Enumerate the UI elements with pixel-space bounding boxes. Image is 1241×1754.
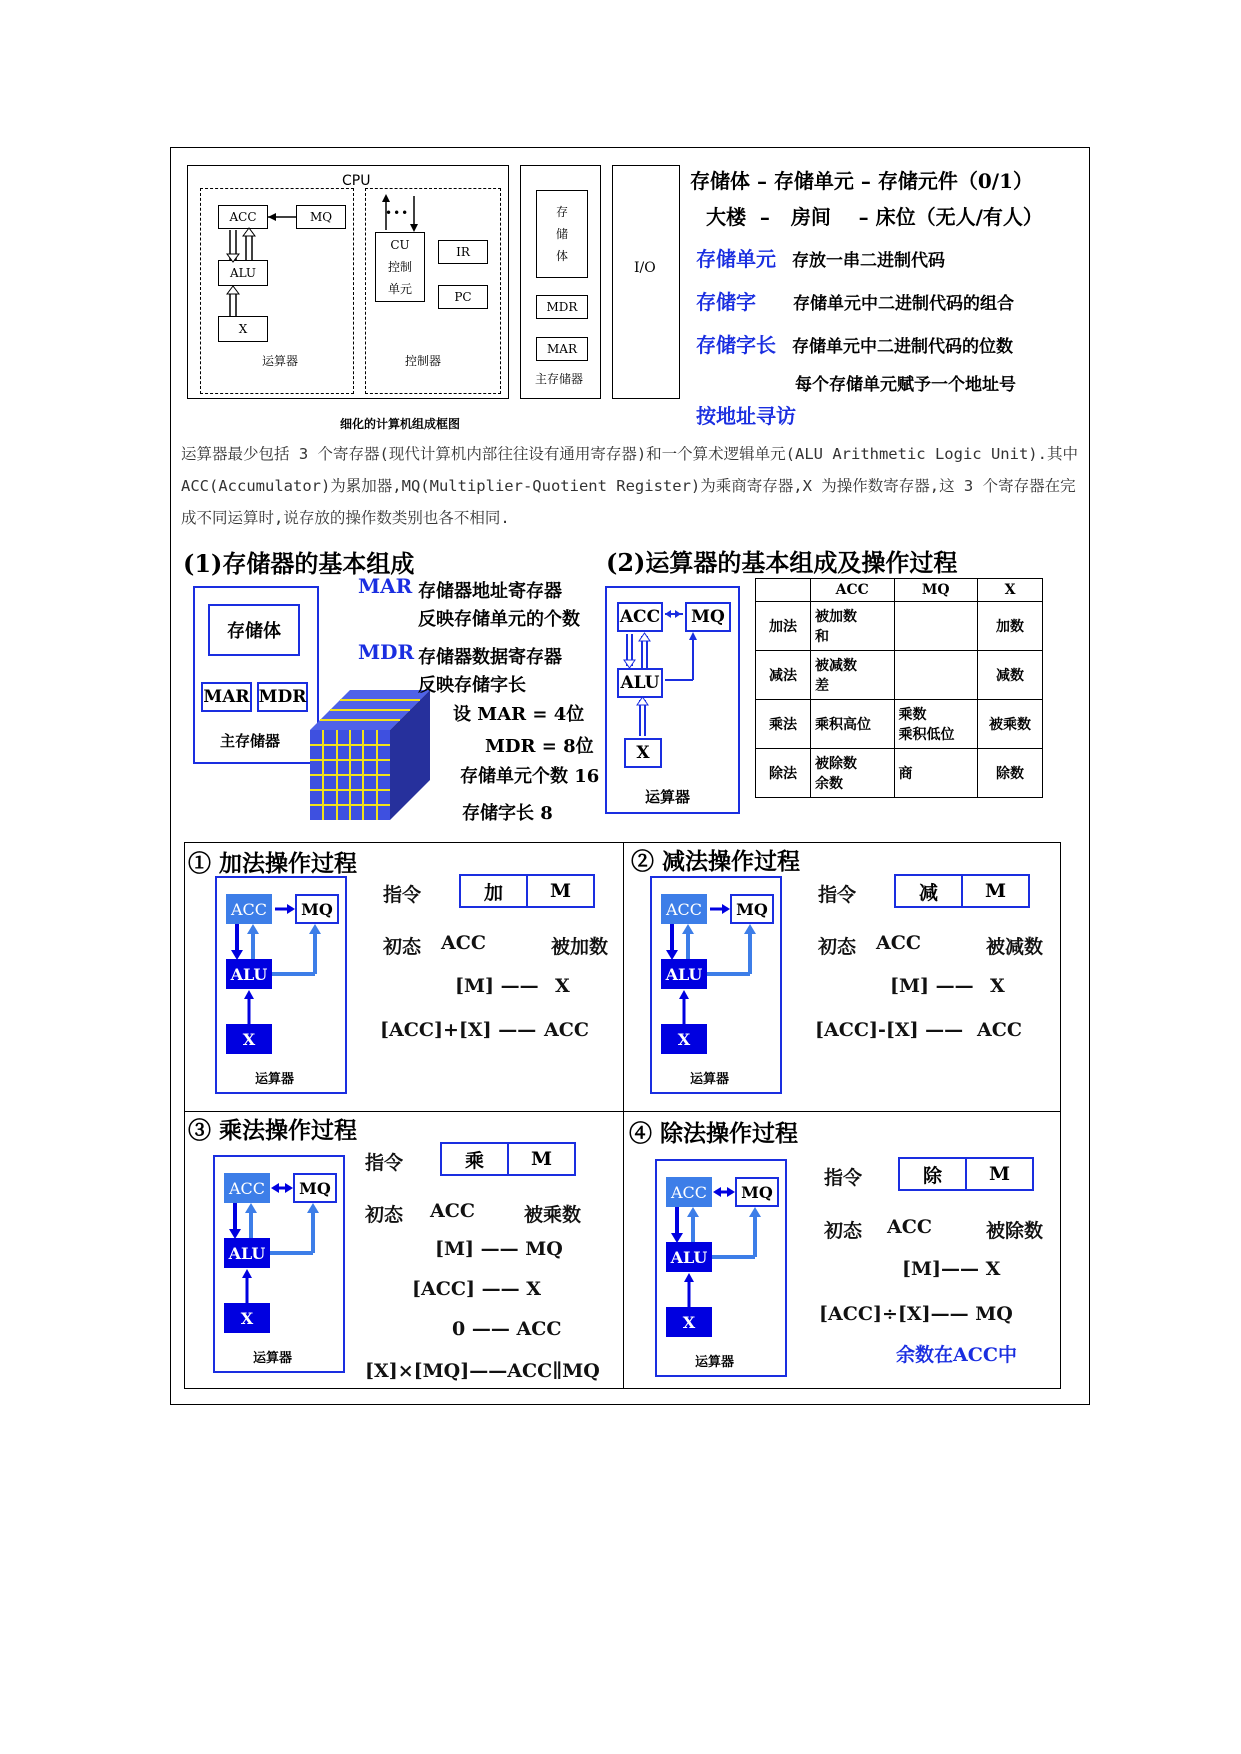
alu-box: ALU [617,668,663,698]
sub-instr-label: 指令 [818,884,857,906]
cu-line-3: 单元 [387,282,412,296]
mq-box: MQ [685,602,731,632]
mul-instr-label: 指令 [365,1152,404,1174]
sub-init-acc: ACC [876,932,921,954]
div-init-value: 被除数 [986,1220,1044,1242]
x-box: X [624,738,662,768]
mul-alu-unit: ALU [224,1238,270,1268]
mdr-heading: MDR [358,640,415,664]
table-header: ACC [811,579,895,602]
table-header: X [978,579,1043,602]
alu-section-arrows [615,600,735,740]
table-row [756,650,1043,699]
table-header-row [756,579,1043,602]
io-label: I/O [634,260,656,276]
table-cell: 被加数 和 [811,601,895,650]
table-cell: 乘积高位 [811,699,895,748]
storage-cube-graphic [310,690,460,820]
alu-arrows [200,190,360,330]
mdr-desc-1: 存储器数据寄存器 [418,647,562,668]
mdr-box: MDR [257,682,308,712]
alu-caption: 运算器 [645,788,691,806]
div-instr-label: 指令 [824,1167,863,1189]
hierarchy-line: 存储体 – 存储单元 – 存储元件（0/1） [690,169,1033,193]
mar-heading: MAR [358,574,413,598]
mar-box: MAR [201,682,252,712]
operand-table [755,578,1043,798]
div-operand: M [988,1163,1011,1185]
table-cell: 加法 [756,601,811,650]
storage-body [536,190,588,278]
ir-register: IR [438,240,488,264]
alu-unit-label: 运算器 [262,354,299,368]
cu-arrows [380,192,420,232]
mar-desc-2: 反映存储单元的个数 [418,609,580,630]
table-cell: 除法 [756,748,811,797]
storage-line-3: 体 [555,249,568,263]
add-step2-left: [ACC]+[X] —— [380,1019,537,1041]
add-instr-label: 指令 [383,884,422,906]
table-cell: 减法 [756,650,811,699]
set-mar-bits: 设 MAR = 4位 [453,704,585,725]
add-title: ① 加法操作过程 [188,850,358,877]
alu-section-title: (2)运算器的基本组成及操作过程 [606,548,958,577]
div-alu-caption: 运算器 [695,1355,735,1370]
unit-count: 存储单元个数 16 [460,766,600,787]
div-init-label: 初态 [824,1220,863,1242]
table-header: MQ [894,579,978,602]
div-acc-register: ACC [666,1177,712,1207]
mul-init-value: 被乘数 [524,1204,582,1226]
div-x-register: X [666,1307,712,1337]
div-op: 除 [900,1159,967,1189]
main-memory-caption: 主存储器 [220,732,281,750]
add-init-value: 被加数 [551,936,609,958]
cu-line-2: 控制 [387,260,412,274]
set-mdr-bits: MDR = 8位 [485,736,594,757]
add-op: 加 [461,876,528,906]
alu-unit: ALU [218,260,268,286]
memory-section-title: (1)存储器的基本组成 [183,549,415,578]
add-alu-caption: 运算器 [255,1072,295,1087]
analogy-line: 大楼 – 房间 – 床位（无人/有人） [706,205,1043,229]
table-row [756,748,1043,797]
def-storage-word: 存储单元中二进制代码的组合 [793,294,1014,314]
table-row [756,601,1043,650]
mul-operand: M [530,1148,553,1170]
mul-title: ③ 乘法操作过程 [188,1117,358,1144]
sub-alu-unit: ALU [661,959,707,989]
sub-step2-right: ACC [977,1019,1022,1041]
mul-init-label: 初态 [365,1204,404,1226]
storage-line-2: 储 [555,227,568,241]
storage-line-1: 存 [555,205,568,219]
sub-operand: M [984,880,1007,902]
add-step1-right: X [555,975,570,997]
acc-box: ACC [617,602,663,632]
mul-alu-caption: 运算器 [253,1351,293,1366]
div-instruction [898,1157,1034,1191]
div-step1: [M]—— X [902,1258,1001,1280]
add-step1-left: [M] —— [455,975,539,997]
mul-init-acc: ACC [430,1200,475,1222]
cu-control-unit [375,232,425,302]
diagram-caption: 细化的计算机组成框图 [340,417,461,431]
add-step2-right: ACC [544,1019,589,1041]
sub-step1-left: [M] —— [890,975,974,997]
alu-description-paragraph: 运算器最少包括 3 个寄存器(现代计算机内部往往设有通用寄存器)和一个算术逻辑单元(ALU Arithmetic Logic Unit).其中 ACC(Accumulator)为累加器,MQ(Multiplier-Quotient Register)为乘商寄存器,X 为操作数寄存器,这 3 个寄存器在完成不同运算时,说存放的操作数类别也各不相同. [181,445,1078,527]
add-init-label: 初态 [383,936,422,958]
table-header [756,579,811,602]
add-alu-unit: ALU [226,959,272,989]
div-init-acc: ACC [887,1216,932,1238]
sub-alu-caption: 运算器 [690,1072,730,1087]
io-box [612,165,680,399]
add-acc-register: ACC [226,894,272,924]
add-x-register: X [226,1024,272,1054]
table-cell: 被除数 余数 [811,748,895,797]
term-word-length: 存储字长 [696,333,776,357]
table-cell: 加数 [978,601,1043,650]
add-instruction [459,874,595,908]
add-init-acc: ACC [441,932,486,954]
mar-desc-1: 存储器地址寄存器 [418,581,562,602]
mul-step4: [X]×[MQ]——ACC∥MQ [365,1360,600,1382]
table-cell: 被乘数 [978,699,1043,748]
cu-dots: ••• [385,206,410,220]
sub-acc-register: ACC [661,894,707,924]
sub-step2-left: [ACC]-[X] —— [815,1019,964,1041]
controller-label: 控制器 [405,354,442,368]
mul-step3: 0 —— ACC [452,1318,562,1340]
storage-body-box: 存储体 [208,604,300,656]
sub-instruction [894,874,1030,908]
cpu-label: CPU [342,173,371,189]
address-note: 每个存储单元赋予一个地址号 [795,375,1016,395]
table-cell: 乘法 [756,699,811,748]
x-register: X [218,316,268,342]
word-length: 存储字长 8 [462,803,553,824]
table-cell: 乘数 乘积低位 [894,699,978,748]
table-cell: 减数 [978,650,1043,699]
table-cell: 除数 [978,748,1043,797]
acc-register: ACC [218,205,268,229]
table-cell [894,601,978,650]
div-alu-unit: ALU [666,1242,712,1272]
div-remainder-note: 余数在ACC中 [896,1344,1017,1366]
table-cell [894,650,978,699]
term-storage-word: 存储字 [696,290,756,314]
pc-register: PC [438,285,488,309]
mdr-register: MDR [536,295,588,319]
def-word-length: 存储单元中二进制代码的位数 [792,337,1013,357]
table-cell: 被减数 差 [811,650,895,699]
add-mq-register: MQ [295,894,339,924]
sub-title: ② 减法操作过程 [631,848,801,875]
mul-acc-register: ACC [224,1173,270,1203]
sub-init-value: 被减数 [986,936,1044,958]
sub-op: 减 [896,876,963,906]
table-cell: 商 [894,748,978,797]
mul-mq-register: MQ [293,1173,337,1203]
term-address-access: 按地址寻访 [696,404,796,428]
mul-op: 乘 [442,1144,509,1174]
mul-x-register: X [224,1303,270,1333]
term-storage-unit: 存储单元 [696,247,776,271]
cu-line-1: CU [390,238,410,252]
mul-step2: [ACC] —— X [412,1278,541,1300]
def-storage-unit: 存放一串二进制代码 [792,251,945,271]
div-step2: [ACC]÷[X]—— MQ [819,1303,1013,1325]
add-operand: M [549,880,572,902]
mdr-desc-2: 反映存储字长 [418,675,526,696]
mq-register: MQ [296,205,346,229]
sub-init-label: 初态 [818,936,857,958]
div-mq-register: MQ [735,1177,779,1207]
mar-register: MAR [536,337,588,361]
sub-mq-register: MQ [730,894,774,924]
mul-instruction [440,1142,576,1176]
sub-step1-right: X [990,975,1005,997]
table-row [756,699,1043,748]
mul-step1: [M] —— MQ [435,1238,563,1260]
main-memory-label: 主存储器 [535,372,584,386]
sub-x-register: X [661,1024,707,1054]
div-title: ④ 除法操作过程 [629,1120,799,1147]
